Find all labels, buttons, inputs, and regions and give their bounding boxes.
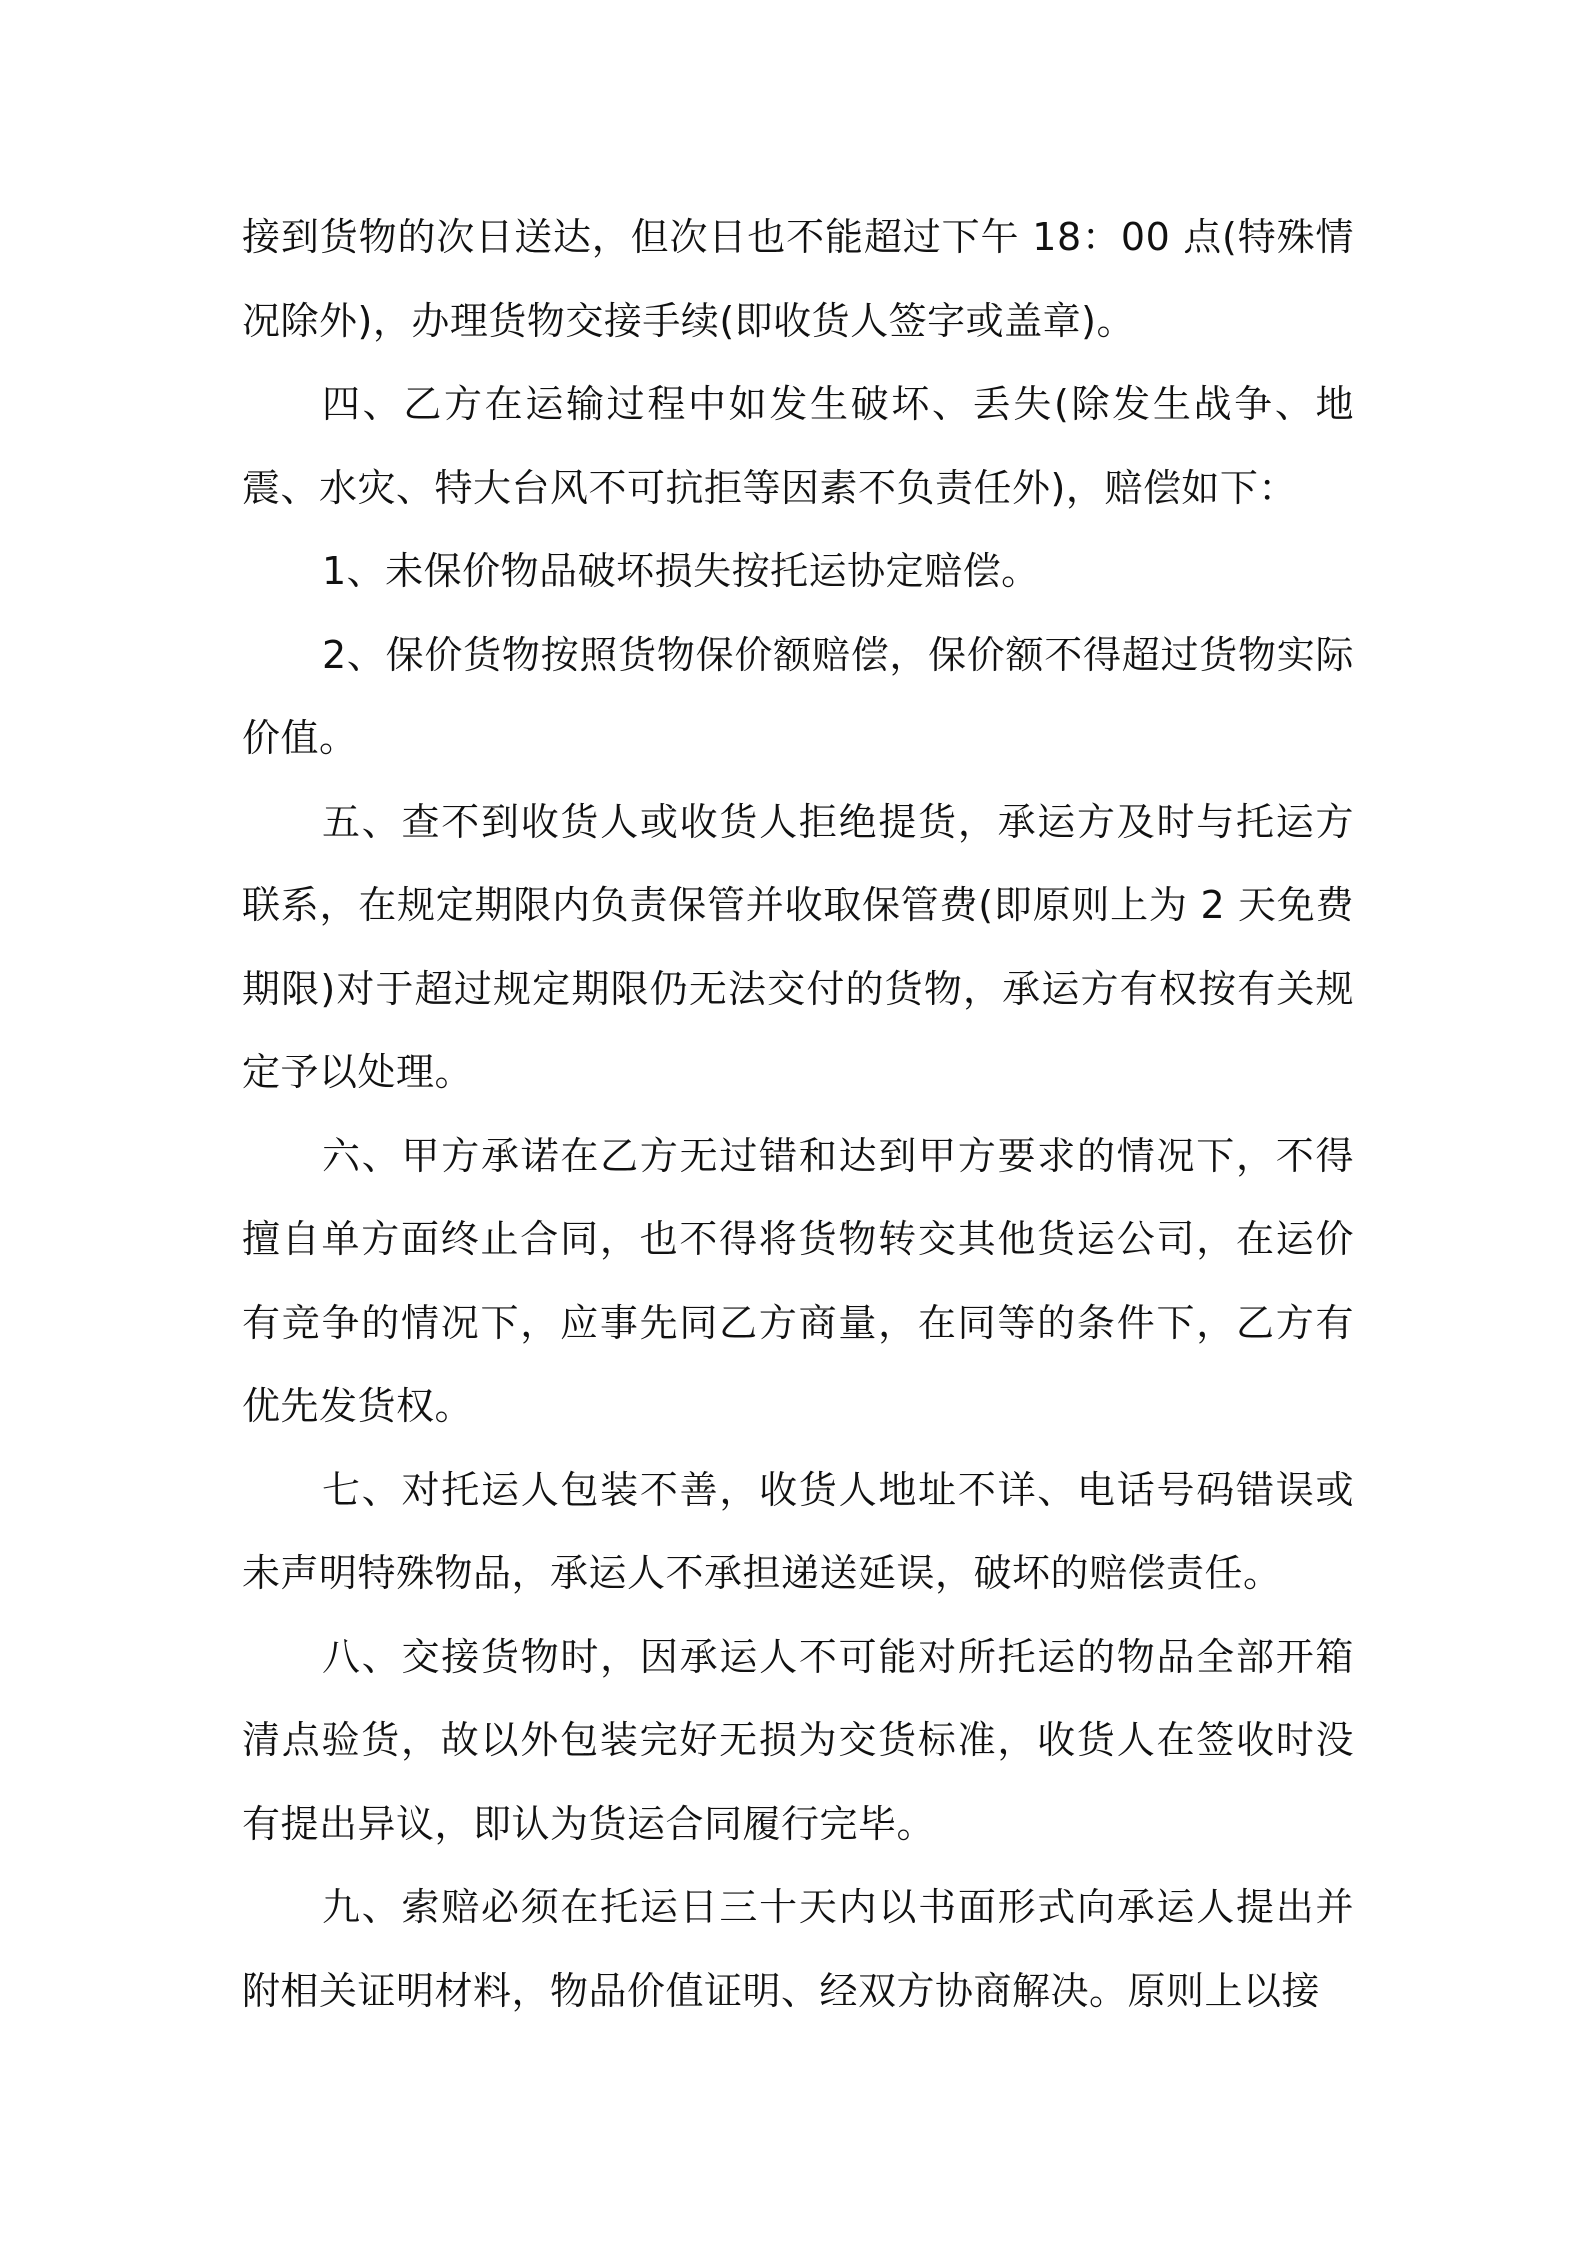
paragraph-clause-5: 五、查不到收货人或收货人拒绝提货，承运方及时与托运方联系，在规定期限内负责保管并收取保管费(即原则上为 2 天免费期限)对于超过规定期限仍无法交付的货物，承运方有权按有关规定予以处理。 xyxy=(242,799,1354,1094)
paragraph-clause-4-item-2: 2、保价货物按照货物保价额赔偿，保价额不得超过货物实际价值。 xyxy=(242,632,1354,760)
paragraph-clause-6: 六、甲方承诺在乙方无过错和达到甲方要求的情况下，不得擅自单方面终止合同，也不得将货物转交其他货运公司，在运价有竞争的情况下，应事先同乙方商量，在同等的条件下，乙方有优先发货权。 xyxy=(242,1133,1354,1428)
paragraph-clause-7: 七、对托运人包装不善，收货人地址不详、电话号码错误或未声明特殊物品，承运人不承担递送延误，破坏的赔偿责任。 xyxy=(242,1467,1354,1595)
paragraph-clause-4-item-1: 1、未保价物品破坏损失按托运协定赔偿。 xyxy=(322,549,1040,593)
paragraph-clause-8: 八、交接货物时，因承运人不可能对所托运的物品全部开箱清点验货，故以外包装完好无损为交货标准，收货人在签收时没有提出异议，即认为货运合同履行完毕。 xyxy=(242,1634,1354,1846)
paragraph-clause-4: 四、乙方在运输过程中如发生破坏、丢失(除发生战争、地震、水灾、特大台风不可抗拒等因素不负责任外)，赔偿如下： xyxy=(242,382,1354,510)
paragraph-clause-9: 九、索赔必须在托运日三十天内以书面形式向承运人提出并附相关证明材料，物品价值证明、经双方协商解决。原则上以接 xyxy=(242,1885,1354,2013)
document-body xyxy=(242,196,1354,2033)
paragraph-delivery-time: 接到货物的次日送达，但次日也不能超过下午 18：00 点(特殊情况除外)，办理货物交接手续(即收货人签字或盖章)。 xyxy=(242,215,1354,343)
